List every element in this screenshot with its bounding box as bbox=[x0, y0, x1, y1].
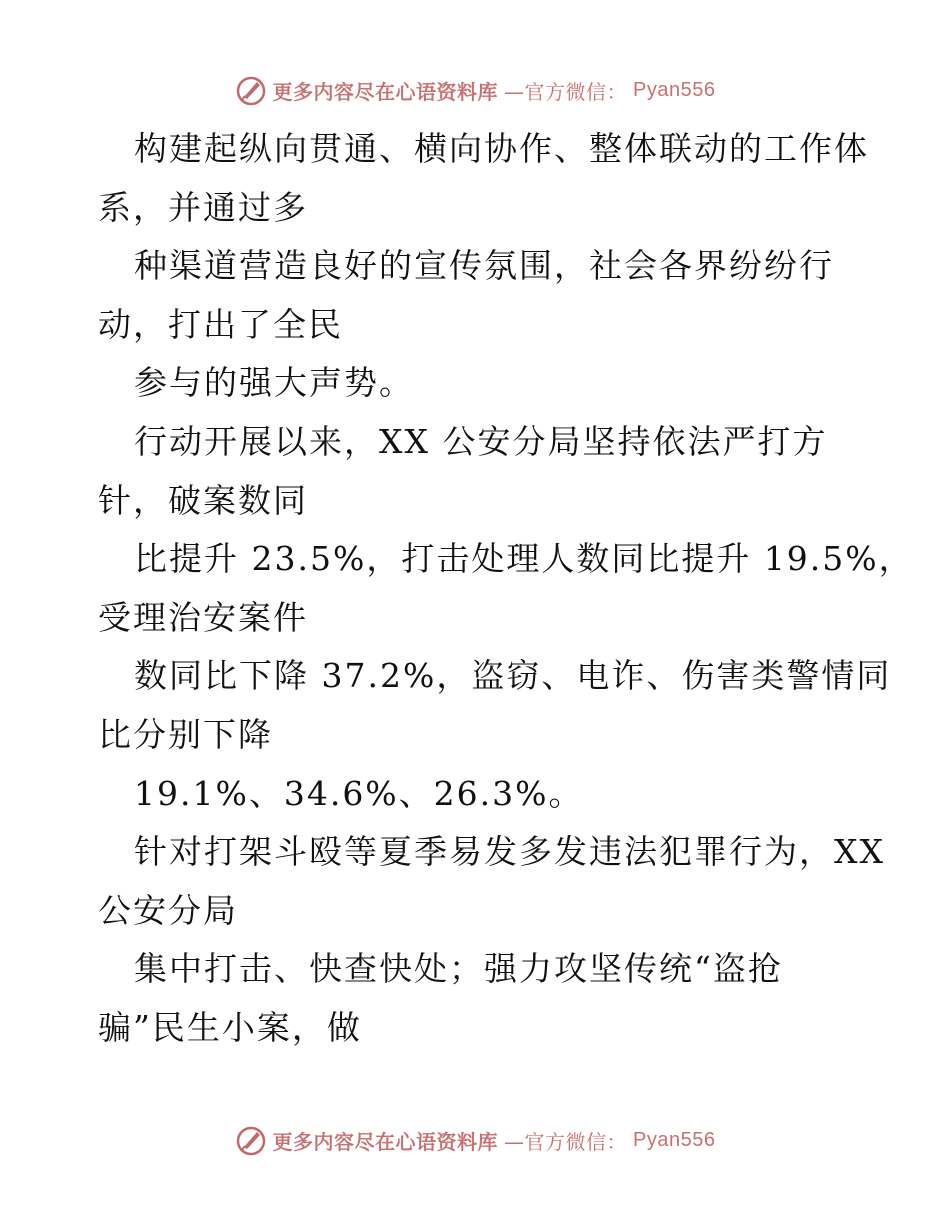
text-line: 受理治安案件 bbox=[98, 597, 308, 637]
text-line: 行动开展以来，XX 公安分局坚持依法严打方 bbox=[134, 421, 828, 461]
watermark-id: Pyan556 bbox=[633, 78, 716, 101]
text-line: 系，并通过多 bbox=[98, 187, 308, 227]
watermark-separator: —官方微信： bbox=[504, 79, 628, 104]
footer-watermark bbox=[0, 1120, 950, 1160]
text-line: 19.1%、34.6%、26.3%。 bbox=[134, 773, 584, 813]
text-line: 构建起纵向贯通、横向协作、整体联动的工作体 bbox=[134, 129, 869, 168]
text-line: 针，破案数同 bbox=[98, 480, 308, 520]
text-line: 针对打架斗殴等夏季易发多发违法犯罪行为，XX bbox=[134, 832, 885, 872]
text-line: 比提升 23.5%，打击处理人数同比提升 19.5%， bbox=[134, 539, 914, 579]
text-line: 动，打出了全民 bbox=[98, 304, 343, 344]
document-body bbox=[98, 120, 914, 1058]
text-line: 公安分局 bbox=[98, 890, 238, 930]
watermark-separator: —官方微信： bbox=[504, 1129, 628, 1154]
watermark-text: 更多内容尽在心语资料库 bbox=[272, 1129, 499, 1154]
header-watermark bbox=[0, 70, 950, 110]
quill-logo-icon bbox=[235, 74, 267, 106]
text-line: 参与的强大声势。 bbox=[134, 363, 414, 403]
quill-logo-icon bbox=[235, 1124, 267, 1156]
watermark-text: 更多内容尽在心语资料库 bbox=[272, 79, 499, 104]
text-line: 数同比下降 37.2%，盗窃、电诈、伤害类警情同 bbox=[134, 656, 892, 696]
text-line: 集中打击、快查快处；强力攻坚传统“盗抢 bbox=[134, 949, 783, 989]
text-line: 骗”民生小案，做 bbox=[98, 1007, 362, 1047]
text-line: 种渠道营造良好的宣传氛围，社会各界纷纷行 bbox=[134, 246, 834, 286]
text-line: 比分别下降 bbox=[98, 714, 273, 754]
watermark-id: Pyan556 bbox=[633, 1128, 716, 1151]
